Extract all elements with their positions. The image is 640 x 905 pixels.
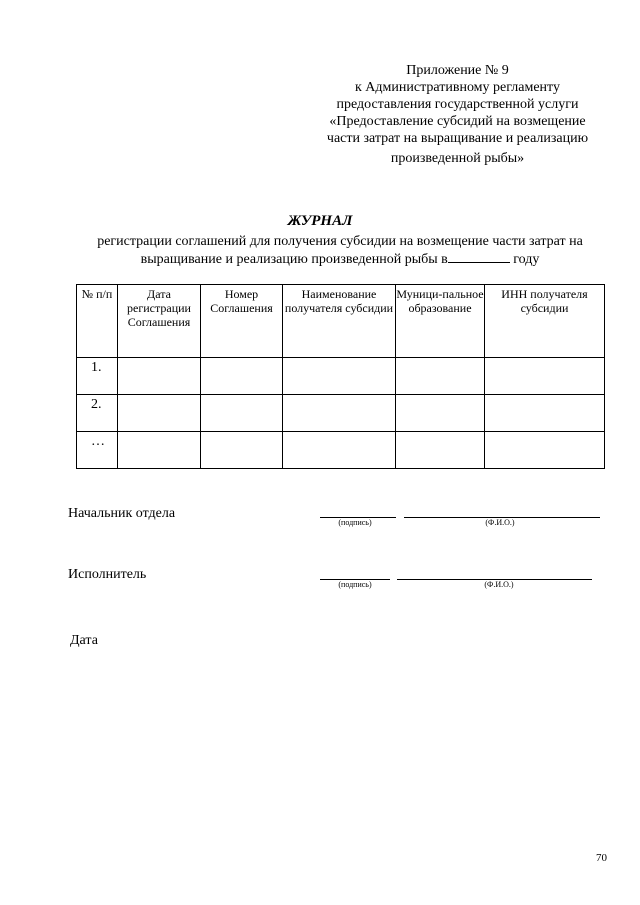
table-cell	[485, 432, 605, 469]
table-cell	[118, 358, 201, 395]
column-header-municipality: Муници-пальное образование	[396, 285, 485, 358]
column-header-number: № п/п	[77, 285, 118, 358]
table-header-row	[77, 285, 605, 358]
table-cell	[201, 432, 283, 469]
table-row	[77, 358, 605, 395]
head-name-hint: (Ф.И.О.)	[485, 518, 515, 527]
date-label: Дата	[70, 633, 98, 648]
table-cell	[396, 432, 485, 469]
executor-signature-hint: (подпись)	[338, 580, 372, 589]
column-header-inn: ИНН получателя субсидии	[485, 285, 605, 358]
column-header-recipient-name: Наименование получателя субсидии	[283, 285, 396, 358]
column-header-agreement-number: Номер Соглашения	[201, 285, 283, 358]
appendix-line: части затрат на выращивание и реализацию	[326, 131, 589, 146]
appendix-line: предоставления государственной услуги	[336, 97, 579, 112]
row-number: 2.	[77, 395, 118, 432]
table-cell	[396, 358, 485, 395]
column-header-date: Дата регистрации Соглашения	[118, 285, 201, 358]
subtitle-line-1: регистрации соглашений для получения субсидии на возмещение части затрат на	[97, 234, 583, 249]
table-cell	[201, 358, 283, 395]
table-cell	[485, 395, 605, 432]
table-cell	[201, 395, 283, 432]
table-cell	[283, 358, 396, 395]
appendix-line: Приложение № 9	[406, 63, 509, 78]
subtitle-line-2-suffix: году	[513, 252, 540, 267]
table-cell	[283, 395, 396, 432]
head-signature-hint: (подпись)	[338, 518, 372, 527]
table-cell	[283, 432, 396, 469]
subtitle-line-2-text: выращивание и реализацию произведенной рыбы в	[140, 252, 448, 267]
table-cell	[118, 395, 201, 432]
appendix-line: к Административному регламенту	[355, 80, 560, 95]
appendix-line: произведенной рыбы»	[390, 151, 525, 166]
table-cell	[485, 358, 605, 395]
table-row	[77, 395, 605, 432]
row-number: 1.	[77, 358, 118, 395]
appendix-line: «Предоставление субсидий на возмещение	[329, 114, 586, 129]
journal-table	[76, 284, 605, 469]
appendix-block	[300, 62, 615, 167]
table-row	[77, 432, 605, 469]
document-title: ЖУРНАЛ	[287, 213, 353, 229]
executor-label: Исполнитель	[68, 567, 147, 582]
table-cell	[118, 432, 201, 469]
year-blank	[448, 250, 510, 263]
table-cell	[396, 395, 485, 432]
subtitle-line-2	[60, 250, 620, 268]
page-number: 70	[596, 852, 607, 864]
executor-name-hint: (Ф.И.О.)	[484, 580, 514, 589]
head-of-department-label: Начальник отдела	[68, 506, 176, 521]
row-number: …	[77, 432, 118, 469]
document-subtitle	[60, 233, 620, 268]
